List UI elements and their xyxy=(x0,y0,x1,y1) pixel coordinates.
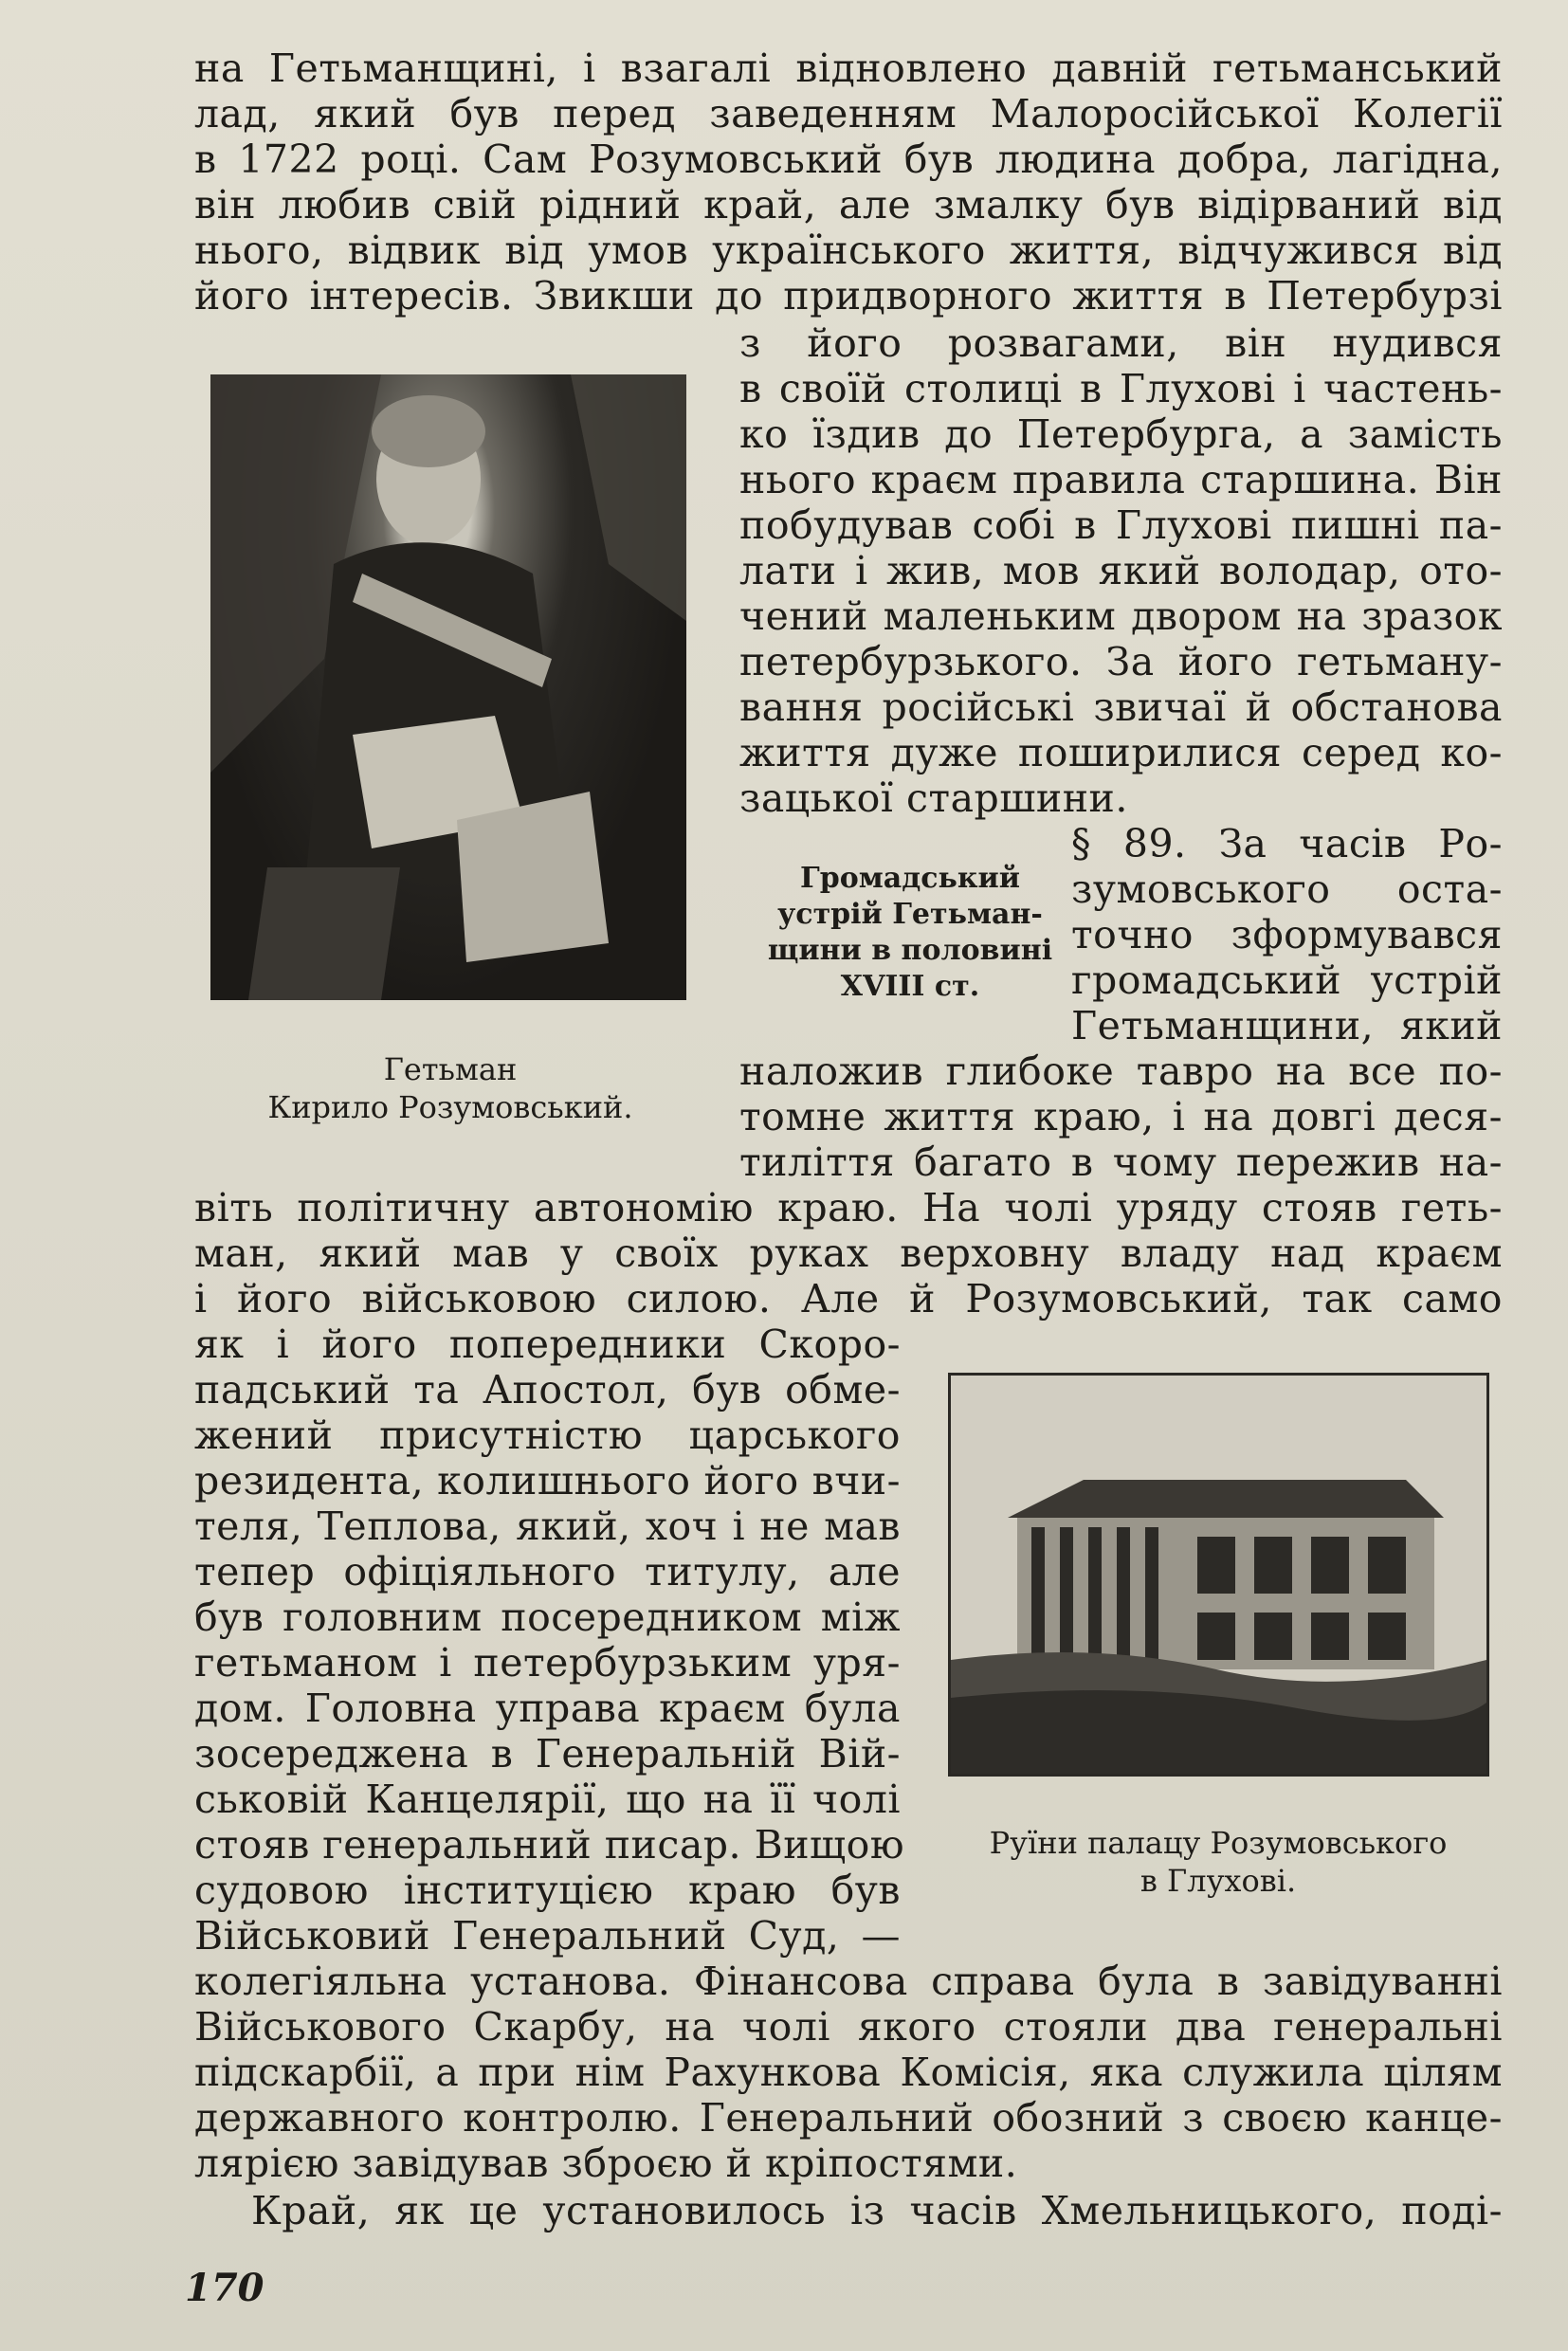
text-line: вання російські звичаї й обстанова xyxy=(739,684,1503,730)
portrait-image xyxy=(210,374,686,1000)
text-line: зосереджена в Генеральній Вій- xyxy=(194,1731,901,1777)
page-number: 170 xyxy=(185,2266,264,2310)
text-line: побудував собі в Глухові пишні па- xyxy=(739,502,1503,548)
text-line: томне життя краю, і на довгі деся- xyxy=(739,1094,1503,1139)
text-line: як і його попередники Скоро- xyxy=(194,1321,901,1367)
text-line: і його військовою силою. Але й Розумовський, так само xyxy=(194,1276,1503,1321)
text-line: зумовського оста- xyxy=(1071,866,1503,912)
text-line: Край, як це установилось із часів Хмельницького, поді- xyxy=(251,2188,1503,2233)
text-line: точно зформувався xyxy=(1071,912,1503,957)
text-line: теля, Теплова, який, хоч і не мав xyxy=(194,1504,901,1549)
text-line: жений присутністю царського xyxy=(194,1412,901,1458)
text-line: підскарбії, а при нім Рахункова Комісія, яка служила цілям xyxy=(194,2050,1503,2095)
text-line: зацької старшини. xyxy=(739,775,1128,821)
text-line: § 89. За часів Ро- xyxy=(1071,821,1503,866)
text-line: судовою інституцією краю був xyxy=(194,1868,901,1913)
text-line: стояв генеральний писар. Вищою xyxy=(194,1822,905,1868)
text-line: лати і жив, мов який володар, ото- xyxy=(739,548,1503,593)
text-line: з його розвагами, він нудився xyxy=(739,320,1503,366)
text-line: гетьманом і петербурзьким уря- xyxy=(194,1640,901,1686)
text-line: нього, відвик від умов українського життя, відчужився від xyxy=(194,228,1503,273)
text-line: ськовій Канцелярії, що на її чолі xyxy=(194,1777,901,1822)
ruins-caption: Руїни палацу Розумовського в Глухові. xyxy=(989,1825,1448,1899)
text-line: нього краєм правила старшина. Він xyxy=(739,457,1503,502)
text-line: петербурзького. За його гетьману- xyxy=(739,639,1503,684)
text-line: в 1722 році. Сам Розумовський був людина добра, лагідна, xyxy=(194,137,1503,182)
text-line: ко їздив до Петербурга, а замість xyxy=(739,411,1503,457)
text-line: резидента, колишнього його вчи- xyxy=(194,1458,901,1504)
text-line: наложив глибоке тавро на все по- xyxy=(739,1048,1503,1094)
text-line: був головним посередником між xyxy=(194,1595,901,1640)
text-line: він любив свій рідний край, але змалку був відірваний від xyxy=(194,182,1503,228)
side-heading: Громадський устрій Гетьман- щини в половині XVIII ст. xyxy=(767,862,1053,1003)
text-line: його інтересів. Звикши до придворного життя в Петербурзі xyxy=(194,273,1503,319)
text-line: падський та Апостол, був обме- xyxy=(194,1367,901,1412)
text-line: в своїй столиці в Глухові і частень- xyxy=(739,366,1503,411)
text-line: тепер офіціяльного титулу, але xyxy=(194,1549,901,1595)
text-line: Військового Скарбу, на чолі якого стояли два генеральні xyxy=(194,2004,1503,2050)
text-line: життя дуже поширилися серед ко- xyxy=(739,730,1503,775)
text-line: на Гетьманщині, і взагалі відновлено давній гетьманський xyxy=(194,46,1503,91)
portrait-caption: Гетьман Кирило Розумовський. xyxy=(267,1051,633,1125)
text-line: дом. Головна управа краєм була xyxy=(194,1686,901,1731)
text-line: Гетьманщини, який xyxy=(1071,1003,1503,1048)
text-line: тиліття багато в чому пережив на- xyxy=(739,1139,1503,1185)
text-line: ман, який мав у своїх руках верховну владу над краєм xyxy=(194,1230,1503,1276)
text-line: громадський устрій xyxy=(1071,957,1503,1003)
text-line: колегіяльна установа. Фінансова справа була в завідуванні xyxy=(194,1959,1503,2004)
text-line: чений маленьким двором на зразок xyxy=(739,593,1503,639)
text-line: Військовий Генеральний Суд, — xyxy=(194,1913,901,1959)
text-line: лад, який був перед заведенням Малоросійської Колегії xyxy=(194,91,1503,137)
text-line: державного контролю. Генеральний обозний з своєю канце- xyxy=(194,2095,1503,2141)
text-line: лярією завідував зброєю й кріпостями. xyxy=(194,2141,1018,2186)
text-line: віть політичну автономію краю. На чолі уряду стояв геть- xyxy=(194,1185,1503,1230)
palace-ruins-image xyxy=(948,1373,1489,1777)
